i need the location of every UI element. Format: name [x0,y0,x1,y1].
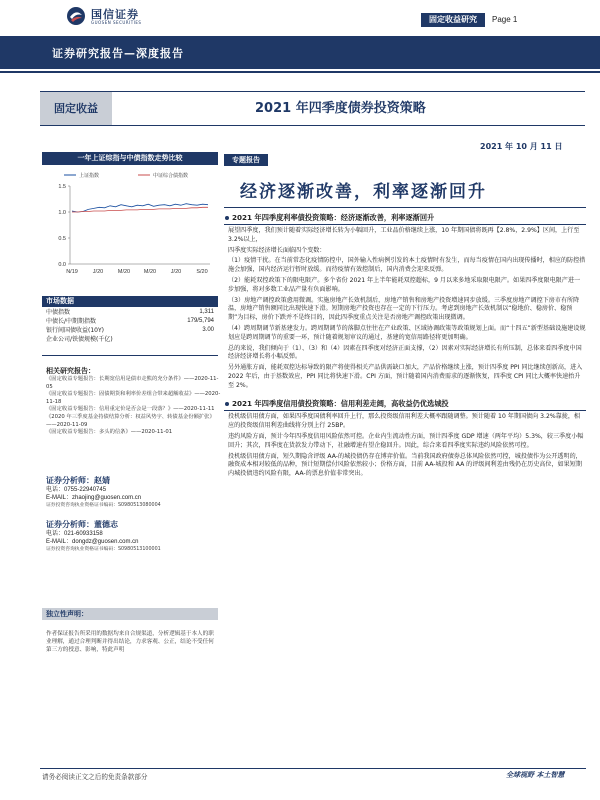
top-header [0,0,600,33]
page-number: Page 1 [492,15,518,24]
related-report-link[interactable]: 《固定收益专题报告：信用重定价是否会是一段落？》——2020-11-11 [46,406,215,413]
market-label: 中债长/中期期指数 [46,318,97,325]
x-tick-label: M/20 [117,269,131,275]
index-comparison-chart [42,168,218,284]
y-tick-label: 0.5 [58,236,66,242]
paragraph: （4）跨周期调节新基建发力。跨周期调节的落脚点往往在产业政策、区域协调政策等政策规划上面。而“十四五”新型基础设施建设规划应是跨周期调节的重要一环，预计随着规划审议的通过，基建的宽信用路径将更加明确。 [228,324,586,341]
footer-slogan: 全球视野 本土智慧 [506,771,565,779]
analyst-certificate: 证券投资咨询执业资格证书编码：S0980513100001 [46,547,161,552]
analyst-email[interactable]: E-MAIL：zhaojing@guosen.com.cn [46,495,142,501]
legend-label: 中证综合债指数 [153,173,189,179]
report-type-banner [0,36,600,69]
y-tick-label: 0.0 [58,262,66,268]
related-reports-title: 相关研究报告： [46,367,95,375]
company-logo [66,6,166,28]
chart-legend [64,172,188,179]
paragraph: （2）能耗双控政策下的限电限产。多个省份 2021 年上半年能耗双控超标，9 月以来多地采取限电限产。如果四季度限电限产进一步加强，将对多数工业品产量有负面影响。 [228,277,581,293]
report-body [224,212,586,481]
independence-statement-text: 作者保证报告所采用的数据均来自合规渠道，分析逻辑基于本人的职业理解，通过合理判断并得出结论，力求客观、公正，结论不受任何第三方的授意、影响，特此声明 [46,631,214,653]
paragraph: （3）房地产调控政策愈用微调。实施房地产长效机制后，房地产销售和房地产投资增速同步放缓。三季度房地产调控下房市有所降温，房地产销售额同比出现快速下滑。短期房地产投资也存在一定的下行压力。考虑到房地产长效机制以“稳地价、稳房价、稳预期”为目标，房价下跌并不是终目的，因此四季度重点关注是否房地产调控政策出现微调。 [228,296,580,322]
document-type-badge: 固定收益研究 [421,13,485,27]
headline-divider [224,207,586,208]
chart-title: 一年上证综指与中债指数走势比较 [42,152,218,165]
y-tick-label: 1.5 [58,184,66,190]
series-line [72,207,208,212]
paragraph: 违约风险方面，预计今年四季度信用风险依然可控。企业内生流动性方面，预计四季度 GDP 增速（两年平均）5.3%，较三季度小幅回升；其次，四季度在货款发力带动下，社融增速有望企稳回升。因此，综合来看四季度实际违约风险依然可控。 [228,433,584,449]
footer-divider [40,768,586,769]
analyst-name: 证券分析师：董德志 [46,520,118,529]
analyst-name: 证券分析师：赵婧 [46,476,110,485]
report-headline: 经济逐渐改善，利率逐渐回升 [240,182,487,202]
paragraph: 总的来说，我们倾向于（1）、（3）和（4）因素在四季度对经济正面支撑，（2）因素对实际经济增长有所压制，总体来看四季度中国经济经济增长将小幅反弹。 [228,344,582,361]
report-title: 2021 年四季度债券投资策略 [255,101,426,116]
market-label: 银行间国债收益(10Y) [46,327,104,334]
logo-english-name: GUOSEN SECURITIES [91,20,142,25]
title-band [40,91,585,126]
market-row [46,308,218,317]
paragraph: 投机级信用债方面，短久期隐含评级 AA-的城投债仍存在博弈价值。当前我国政府债券总体风险依然可控，城投债作为公开透明的，融资成本相对较低的品种，预计短期偿付风险依然较小；价格方面，目前 AA-城投和 AA 的评级间利差由残仍在历史高位，如果短期内城投债违约风险有限，AA-的票息价值非常突出。 [228,452,582,478]
market-row [46,326,218,335]
related-report-link[interactable]: 《固定收益专题报告：多头的信条》——2020-11-01 [46,429,173,436]
analyst-email[interactable]: E-MAIL：dongdz@guosen.com.cn [46,539,139,545]
section-tag: 固定收益 [40,92,112,125]
chart-axes [58,184,210,275]
related-report-link[interactable]: 《2020 年三季度基金持债结算分析：权益风势宇、转债基金份额扩张》——2020-11-09 [46,413,215,428]
x-tick-label: J/20 [92,269,104,275]
market-value: 179/5,794 [187,318,214,324]
paragraph: 另外通胀方面，能耗双控达标导致的限产将使得相关产品供需缺口加大，产品价格继续上涨，预计四季度 PPI 同比继续创新高，进入 2022 年后，由于基数效应，PPI 同比将快速下滑。CPI 方面，预计随着国内消费需求的逐渐恢复，四季度 CPI 同比大概率快速抬升至 2%。 [228,364,583,389]
related-reports-list [46,376,221,437]
banner-text: 证券研究报告—深度报告 [52,47,184,60]
market-value: 3.00 [202,327,214,333]
market-label: 中债指数 [46,309,71,316]
x-tick-label: M/20 [143,269,157,275]
x-tick-label: N/19 [66,269,78,275]
related-report-link[interactable]: 《固定收益专题报告：固债期货和利率价差组合带来超额收益》——2020-11-18 [46,391,221,405]
report-category-tag: 专题报告 [224,154,268,166]
x-tick-label: S/20 [196,269,208,275]
market-data-table [46,308,218,344]
analyst-phone: 电话：021-60933158 [46,531,103,537]
chart-series [72,204,208,212]
y-tick-label: 1.0 [58,210,66,216]
section-heading: 2021 年四季度信用债投资策略：信用利差走阔，高收益仍优选城投 [224,398,586,411]
market-value: 1,311 [199,309,214,315]
analyst-block [46,475,221,553]
paragraph: 四季度实际经济增长面临四个变数： [228,246,326,254]
market-data-header: 市场数据 [42,296,218,307]
section-heading: 2021 年四季度利率债投资策略：经济逐渐改善，利率逐渐回升 [224,212,586,225]
paragraph: 展望四季度，我们预计随着实际经济增长转为小幅回升，工业品价格继续上涨，10 年期国债将既再【2.8%，2.9%】区间，上行至 3.2%以上， [228,227,580,243]
x-tick-label: J/20 [170,269,182,275]
market-divider [42,355,218,356]
banner-divider [0,71,600,73]
paragraph: 投机级信用债方面，如果四季度国债利率回升上行，那么投资级信用利差大概率跟随调整。预计随着 10 年期国债向 3.2%靠拢，相应的投资级信用利差曲线将分别上行 25BP。 [228,413,581,430]
footer-disclaimer: 请务必阅读正文之后的免责条款部分 [42,773,148,781]
logo-chinese-name: 国信证券 [91,8,139,21]
market-row [46,317,218,326]
paragraph: （1）疫情干扰。在当前常态化疫情防控中，国外输入性病例引发的本土疫情时有发生，而每当疫情在国内出现传播时，相应的防控措施会加强，国内经济运行暂时放缓。而待疫情有效控制后，国内消费会迎来反弹。 [228,257,586,274]
analyst-certificate: 证券投资咨询执业资格证书编码：S0980513080004 [46,503,161,508]
analyst-phone: 电话：0755-22940745 [46,487,107,493]
independence-statement-title: 独立性声明： [42,608,218,620]
related-report-link[interactable]: 《固定收益专题报告：长期宽信用是债市走熊的充分条件》——2020-11-05 [46,376,219,390]
legend-label: 上证指数 [79,173,100,179]
market-row [46,335,218,344]
market-label: 企业公司/铁债规模(千亿) [46,336,113,343]
logo-mark-icon [66,6,86,26]
report-date: 2021 年 10 月 11 日 [480,142,563,151]
